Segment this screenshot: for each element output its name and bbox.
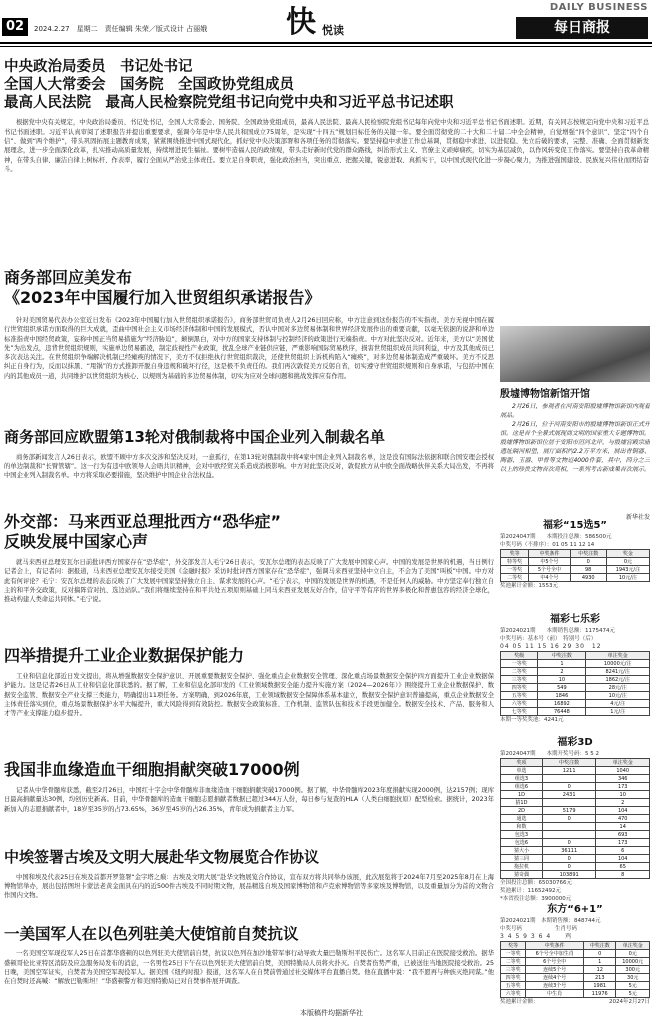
lottery-sales: 全国投注总额：65030766元 (500, 880, 572, 886)
brand-logo: 每日商报 (516, 17, 648, 39)
header-rule (0, 42, 652, 44)
table-cell: 和数 (501, 823, 543, 831)
table-cell: 300元 (616, 966, 650, 974)
article-body: 根据党中央有关规定，中央政治局委员、书记处书记，全国人大常委会、国务院、全国政协党组成员，最高人民法院、最高人民检察院党组书记每年向党中央和习近平总书记书面述职。近期，有关同志按规定向党中央和习近平总书记书面述职。习近平认真审阅了述职报告并提出重要要求，强调今年是中华人民共和国成立75周年，是实现“十四五”规划目标任务的关键一年。要全面贯彻党的二十大和二十届二中全会精神，自觉增强“四个意识”、坚定“四个自信”、做到“两个维护”，带头巩固拓展主题教育成果，紧紧围绕推进中国式现代化，抓好党中央决策部署和各项任务的贯彻落实。要坚持稳中求进工作总基调，贯彻稳中求进、以进促稳、先立后破的要求，完整、准确、全面贯彻新发展理念，进一步全面深化改革，扎实推动高质量发展，持续增进民生福祉。要树牢造福人民的政绩观，带头走好新时代党的群众路线，纠治形式主义、官僚主义顽瘴痼疾，切实为基层减负，以作风转变促工作落实。要坚持自我革命精神，在带头自律、廉洁自律上树标杆、作表率，履行全面从严治党主体责任。要立足自身职责，强化政治担当，突出重点、把握关键，锐意进取、真抓实干，以中国式现代化进一步凝心聚力，为推进强国建设、民族复兴伟业而团结奋斗。 (4, 119, 649, 173)
table-cell: 一等奖 (501, 660, 538, 668)
table-cell: 1846 (538, 692, 586, 700)
table-cell: 1862元/注 (586, 676, 650, 684)
table-row (501, 767, 650, 775)
table-cell: 1元/注 (586, 708, 650, 716)
headline-line: 商务部回应美发布 (4, 268, 133, 287)
table-cell: 14 (596, 823, 650, 831)
headline-line: 《2023年中国履行加入世贸组织承诺报告》 (4, 288, 321, 307)
headline-line: 一美国军人在以色列驻美大使馆前自焚抗议 (4, 925, 299, 943)
lottery-table (500, 651, 650, 716)
lottery-meta: 第2024047期 本期投注总额：586500元 (500, 534, 612, 540)
article-body: 一名美国空军现役军人25日在首都华盛顿的以色列驻美大使馆前自焚，抗议以色列在加沙地带军事行动导致大量巴勒斯坦平民伤亡。这名军人目前正在医院接受救治。据华盛顿哥伦比亚特区消防及应急服务局发布的消息，一名男性25日下午在以色列驻美大使馆前自焚，美国特勤局人员将火扑灭。自焚者伤势严重，已被送往当地医院接受救治。25日晚，美国空军证实，自焚者为美国空军现役军人。据美国《纽约时报》报道，这名军人在自焚前曾通过社交媒体平台直播自焚。他在直播中说：“我不愿再与种族灭绝同谋。”他在自焚时还高喊：“解放巴勒斯坦！”华盛顿警方和美国特勤局已对自焚事件展开调查。 (4, 950, 494, 986)
table-cell: 单选 (501, 767, 543, 775)
table-cell: 六等奖 (501, 990, 526, 998)
table-cell: 470 (596, 815, 650, 823)
table-row (501, 871, 650, 879)
article-body: 商务部新闻发言人26日表示，欧盟不顾中方多次交涉和坚决反对，一意孤行，在第13轮对俄制裁中将4家中国企业列入制裁名单，这是没有国际法依据和联合国安理会授权的单边制裁和“长臂管辖”。这一行为有违中欧领导人会晤共识精神，会对中欧经贸关系造成消极影响。中方对此坚决反对，敦促欧方从中欧全面战略伙伴关系大局出发，不再将中国企业列入制裁名单。中方将采取必要措施，坚决维护中国企业合法权益。 (4, 453, 494, 480)
table-cell: 1211 (542, 767, 596, 775)
lottery-numbers: 04 05 11 15 16 29 30 12 (500, 643, 602, 650)
table-row (501, 775, 650, 783)
table-row (501, 839, 650, 847)
table-row (501, 676, 650, 684)
article-self-immolation (4, 925, 494, 1005)
headline-line: 四举措提升工业企业数据保护能力 (4, 646, 245, 665)
table-cell: 包选6 (501, 839, 543, 847)
table-cell: 2 (596, 799, 650, 807)
table-cell: 1943元/注 (606, 566, 649, 574)
table-cell: 二等奖 (501, 574, 529, 582)
table-cell: 30元 (616, 974, 650, 982)
table-cell: 36111 (542, 847, 596, 855)
table-cell: 一等奖 (501, 950, 526, 958)
table-cell: 693 (596, 831, 650, 839)
table-cell: 猜奇偶 (501, 871, 543, 879)
table-row (501, 791, 650, 799)
table-cell: 1981 (584, 982, 616, 990)
lottery-table (500, 549, 650, 582)
table-cell: 5元 (616, 982, 650, 990)
table-cell: 猜三同 (501, 855, 543, 863)
table-cell: 28元/注 (586, 684, 650, 692)
table-cell: 4930 (570, 574, 606, 582)
article-sinophobia (4, 512, 494, 632)
headline-line: 反映发展中国家心声 (4, 532, 149, 551)
table-cell (542, 831, 596, 839)
lottery-15x5 (500, 516, 650, 590)
lottery-title: 东方“6+1” (547, 904, 603, 915)
lottery-meta: 中奖号码（不排序）：01 05 11 12 14 (500, 542, 595, 548)
lottery-meta: 中奖号码：基本号（前） 特别号（后） (500, 636, 597, 642)
article-body: 记者从中华骨髓库获悉，截至2月26日，中国红十字会中华骨髓库非血缘造血干细胞捐献突破17000例。据了解，中华骨髓库2023年度捐献实现2000例，达2157例；现库日最高捐献量达30例，均创历史新高。目前，中华骨髓库的造血干细胞志愿捐献者数据已超过344万人份，每日参与复查的HLA（人类白细胞抗原）配型检索。据统计，2023年新加入的志愿捐献者中，18岁至35岁的占73.65%，36岁至45岁的占26.35%，青年成为捐献者主力军。 (4, 787, 494, 813)
table-cell: 中4个号 (529, 574, 570, 582)
table-cell: 二等奖 (501, 668, 538, 676)
table-cell: 2431 (542, 791, 596, 799)
table-cell: 三等奖 (501, 966, 526, 974)
brand-english: DAILY BUSINESS (549, 2, 648, 13)
table-row (501, 799, 650, 807)
table-header: 奖等 (501, 942, 526, 950)
table-row (501, 684, 650, 692)
table-row (501, 990, 650, 998)
table-cell: 0 (542, 855, 596, 863)
table-cell: 549 (538, 684, 586, 692)
table-cell: 0 (584, 950, 616, 958)
section-name: 悦读 (322, 24, 344, 37)
article-egypt-exhibition (4, 848, 494, 921)
table-cell: 六等奖 (501, 700, 538, 708)
table-row (501, 558, 650, 566)
table-cell: 0 (542, 783, 596, 791)
article-wto-report (4, 268, 494, 408)
table-cell: 通选 (501, 815, 543, 823)
table-row (501, 958, 650, 966)
table-cell: 0 (542, 863, 596, 871)
table-cell: 2D (501, 807, 543, 815)
table-row (501, 574, 650, 582)
table-cell: 猜大小 (501, 847, 543, 855)
lottery-meta: 第2024047期 本期开奖号码：5 5 2 (500, 751, 599, 757)
headline-line: 中埃签署古埃及文明大展赴华文物展览合作协议 (4, 848, 320, 866)
table-cell: 特等奖 (501, 558, 529, 566)
date-line: 2024.2.27 星期二 责任编辑 朱荣／版式设计 占丽娥 (34, 25, 208, 33)
table-row (501, 660, 650, 668)
article-eu-sanctions (4, 428, 494, 501)
table-cell: 5元 (616, 990, 650, 998)
table-cell: 65 (596, 863, 650, 871)
lottery-pool: 奖池累计金额： (500, 999, 539, 1005)
table-cell: 5179 (542, 807, 596, 815)
lottery-3d (500, 733, 650, 903)
table-header: 奖等 (501, 550, 529, 558)
table-cell: 0元 (616, 950, 650, 958)
headline-line: 最高人民法院 最高人民检察院党组书记向党中央和习近平总书记述职 (4, 95, 454, 112)
table-cell: 二等奖 (501, 958, 526, 966)
section-mark: 快 (286, 5, 316, 40)
table-header: 中奖条件 (526, 942, 584, 950)
lottery-note: *本省投注总额：3900000元 (500, 896, 572, 902)
table-row (501, 855, 650, 863)
table-header: 中奖条件 (529, 550, 570, 558)
table-cell: 104 (596, 807, 650, 815)
lottery-title: 福彩3D (557, 737, 593, 748)
table-row (501, 847, 650, 855)
table-cell: 拖拉机 (501, 863, 543, 871)
table-cell: 一等奖 (501, 566, 529, 574)
page-number: 02 (2, 18, 28, 36)
table-cell: 连续4个号 (526, 974, 584, 982)
article-body: 中国和埃及代表25日在埃及首都开罗签署“金字塔之巅：古埃及文明大展”赴华文物展览合作协议，宣布双方将共同举办该展，此次展览将于2024年7月至2025年8月在上海博物馆举办，展出包括图坦卡蒙法老黄金面具在内的近500件古埃及不同时期文物，展品精选自埃及国家博物馆和卢克索博物馆等多家埃及博物馆，以及重量加分为首的文物合作国内文物。 (4, 873, 494, 900)
table-header: 单注奖金 (596, 759, 650, 767)
page-header (0, 0, 652, 42)
table-cell: 4元/注 (586, 700, 650, 708)
table-cell: 四等奖 (501, 974, 526, 982)
table-header: 奖级 (501, 652, 538, 660)
table-row (501, 966, 650, 974)
table-row (501, 863, 650, 871)
lottery-title: 福彩“15选5” (542, 520, 608, 531)
header-rule-thin (0, 46, 652, 47)
table-cell: 2 (538, 668, 586, 676)
table-cell: 10 (538, 676, 586, 684)
table-cell: 组选6 (501, 783, 543, 791)
table-cell: 包选3 (501, 831, 543, 839)
table-cell: 10 (596, 791, 650, 799)
table-header: 中奖注数 (584, 942, 616, 950)
table-cell: 组选3 (501, 775, 543, 783)
lottery-title: 福彩七乐彩 (550, 614, 600, 625)
headline-line: 商务部回应欧盟第13轮对俄制裁将中国企业列入制裁名单 (4, 428, 385, 446)
article-stem-cell (4, 760, 494, 834)
table-row (501, 692, 650, 700)
table-cell: 10000元 (616, 958, 650, 966)
table-header: 中奖注数 (542, 759, 596, 767)
headline-line: 我国非血缘造血干细胞捐献突破17000例 (4, 760, 300, 779)
table-cell: 五等奖 (501, 692, 538, 700)
table-cell (542, 775, 596, 783)
table-cell: 10000元/注 (586, 660, 650, 668)
table-cell: 四等奖 (501, 684, 538, 692)
table-row (501, 566, 650, 574)
table-cell: 猜1D (501, 799, 543, 807)
table-cell: 5个号全中 (529, 566, 570, 574)
table-header: 中奖注数 (538, 652, 586, 660)
table-cell: 0 (570, 558, 606, 566)
article-body: 工业和信息化部近日发文提出，将从增强数据安全保护意识、开展重要数据安全保护、强化重点企业数据安全管理、深化重点场景数据安全保护四方面提升工业企业数据保护能力。这是记者26日从工业和信息化部获悉的。据了解，工业和信息化部印发的《工业领域数据安全能力提升实施方案（2024—2026年）》围绕提升工业企业数据保护、数据安全监管、数据安全产业支撑三类能力，明确提出11项任务。方案明确，到2026年底，工业领域数据安全保障体系基本建立，数据安全保护意识普遍提高，重点企业数据安全主体责任落实到位，重点场景数据保护水平大幅提升，重大风险得到有效防控。数据安全政策标准、工作机制、监管队伍和技术手段更加健全。数据安全技术、产品、服务和人才等产业支撑能力稳步提升。 (4, 673, 494, 718)
table-cell: 11976 (584, 990, 616, 998)
sidebar-photo-story (500, 326, 650, 521)
lottery-qilecai (500, 610, 650, 724)
museum-photo (500, 326, 650, 382)
table-cell: 中5个号 (529, 558, 570, 566)
article-body: 针对美国贸易代表办公室近日发布《2023年中国履行加入世贸组织承诺报告》，商务部世贸司负责人2月26日回应称，中方注意到这份报告的不实指责。美方无视中国在履行世贸组织承诺方面取得的巨大成就，歪曲中国社会主义市场经济体制和中国的发展模式，否认中国对多边贸易体制和世界经济发展作出的重要贡献，以毫无依据的说辞和单边标准指责中国经贸政策，妄称中国正当贸易措施为“经济胁迫”，颠倒黑白，对中方的国家支持体制与控制经济的政策进行无端指责。中方对此坚决反对。近年来，美方以“美国优先”为出发点，违背世贸组织规则，实施单边贸易霸凌，制定歧视性产业政策，扰乱全球产业链供应链，严重影响国际贸易秩序，损害世贸组织成员共同利益，中方及其他成员已多次表达关注。在世贸组织争端解决机制已经瘫痪的情况下，美方不仅拒绝执行世贸组织裁决，还使世贸组织上诉机构陷入“瘫痪”，对多边贸易体制造成严重破坏。美方不反思纠正自身行为，反而以抹黑、“甩锅”的方式推卸开脱自身违规和破坏行径，这是极不负责任的。我们再次敦促美方反躬自省，切实遵守世贸组织规则和自身承诺，与包括中国在内的其他成员一道，共同维护以世贸组织为核心、以规则为基础的多边贸易体制，切实为应对全球问题和挑战发挥应有作用。 (4, 317, 494, 380)
table-cell: 6个号全中加生肖 (526, 950, 584, 958)
table-cell: 连续3个号 (526, 982, 584, 990)
table-cell: 1040 (596, 767, 650, 775)
table-header: 单注奖金 (586, 652, 650, 660)
table-header: 中奖注数 (570, 550, 606, 558)
table-cell: 三等奖 (501, 676, 538, 684)
table-row (501, 700, 650, 708)
sidebar-title: 殷墟博物馆新馆开馆 (500, 389, 590, 400)
table-cell: 8 (596, 871, 650, 879)
lottery-pool: 本期一等奖奖池：4241元 (500, 717, 564, 723)
table-cell: 173 (596, 839, 650, 847)
table-row (501, 974, 650, 982)
article-data-security (4, 646, 494, 746)
table-row (501, 807, 650, 815)
table-cell: 346 (596, 775, 650, 783)
table-row (501, 982, 650, 990)
lottery-pool: 奖池累计：11652492元 (500, 888, 561, 894)
sidebar-body: 2月26日，位于河南安阳市的殷墟博物馆新馆正式开馆。这是首个全景式展现商文明的国家重大专题博物馆。殷墟博物馆新馆位居于安阳市洹河北岸，与殷墟宫殿宗庙遗址隔河相望，展厅面积约2.2万平方米，展出青铜器、陶器、玉器、甲骨等文物近4000件套，其中，四分之三以上的珍贵文物首次亮相，一系列考古新成果首次展示。 (500, 421, 650, 473)
table-cell: 0 (542, 815, 596, 823)
lottery-meta: 第2024021期 本期销售额：848744元 (500, 918, 601, 924)
table-header: 奖项 (501, 759, 543, 767)
sidebar-caption: 2月26日，参观者在河南安阳殷墟博物馆新馆内观看展品。 (500, 403, 650, 419)
table-row (501, 815, 650, 823)
lottery-meta: 第2024021期 本期销售总额：1175474元 (500, 628, 615, 634)
table-cell: 12 (584, 966, 616, 974)
table-header: 单注奖金 (616, 942, 650, 950)
table-row (501, 823, 650, 831)
table-cell: 五等奖 (501, 982, 526, 990)
table-row (501, 708, 650, 716)
lottery-pool: 奖池累计金额：1553元 (500, 583, 558, 589)
sidebar-credit: 新华社发 (625, 514, 650, 521)
table-cell: 213 (584, 974, 616, 982)
table-cell: 98 (570, 566, 606, 574)
table-cell: 0元 (606, 558, 649, 566)
table-cell: 103891 (542, 871, 596, 879)
table-cell (542, 823, 596, 831)
headline-line: 外交部：马来西亚总理批西方“恐华症” (4, 512, 282, 531)
table-cell: 10元/注 (606, 574, 649, 582)
article-body: 就马来西亚总理安瓦尔日前批评西方国家存在“恐华症”，外交部发言人毛宁26日表示，安瓦尔总理的表态反映了广大发展中国家心声。中国的发展是世界的机遇，当日例行记者会上，有记者问：据报道，马来西亚总理安瓦尔接受美国《金融时报》采访时批评西方国家存在“恐华症”，强调马来西亚坚持中立自主，不会为了美国“叫板”中国。中方对此有何评论？毛宁：安瓦尔总理的表态反映了广大发展中国家坚持独立自主、谋求发展的心声。“毛宁表示，中国的发展是世界的机遇，不是任何人的威胁。中方坚定奉行独立自主的和平外交政策，反对搞阵营对抗、选边站队。”我们将继续坚持在和平共处五项原则基础上同马来西亚发展友好合作，信守平等有序的世界多极化和普惠包容的经济全球化，推动构建人类命运共同体。”毛宁说。 (4, 559, 494, 604)
table-row (501, 783, 650, 791)
lottery-meta: 中奖号码 生肖号码 (500, 926, 578, 932)
article-politburo (4, 58, 649, 230)
table-cell: 七等奖 (501, 708, 538, 716)
table-row (501, 668, 650, 676)
table-cell: 16892 (538, 700, 586, 708)
table-cell: 10元/注 (586, 692, 650, 700)
lottery-dongfang-6plus1 (500, 900, 650, 1006)
table-header: 奖金 (606, 550, 649, 558)
table-row (501, 950, 650, 958)
table-cell: 连续5个号 (526, 966, 584, 974)
table-cell: 76448 (538, 708, 586, 716)
table-cell: 1 (584, 958, 616, 966)
table-cell: 8241元/注 (586, 668, 650, 676)
lottery-table (500, 941, 650, 998)
table-cell: 1D (501, 791, 543, 799)
headline-line: 全国人大常委会 国务院 全国政协党组成员 (4, 77, 294, 94)
table-cell: 中生肖 (526, 990, 584, 998)
table-row (501, 831, 650, 839)
table-cell (542, 799, 596, 807)
lottery-table (500, 758, 650, 879)
table-cell: 0 (542, 839, 596, 847)
table-cell: 104 (596, 855, 650, 863)
table-cell: 1 (538, 660, 586, 668)
table-cell: 6 (596, 847, 650, 855)
table-cell: 173 (596, 783, 650, 791)
lottery-numbers: 3 4 5 9 3 6 4 鸡 (500, 933, 573, 940)
footer-source: 本版稿件均据新华社 (300, 1009, 363, 1017)
headline-line: 中央政治局委员 书记处书记 (4, 59, 193, 75)
table-cell: 6个号全中 (526, 958, 584, 966)
lottery-date: 2024年2月27日 (609, 999, 650, 1005)
